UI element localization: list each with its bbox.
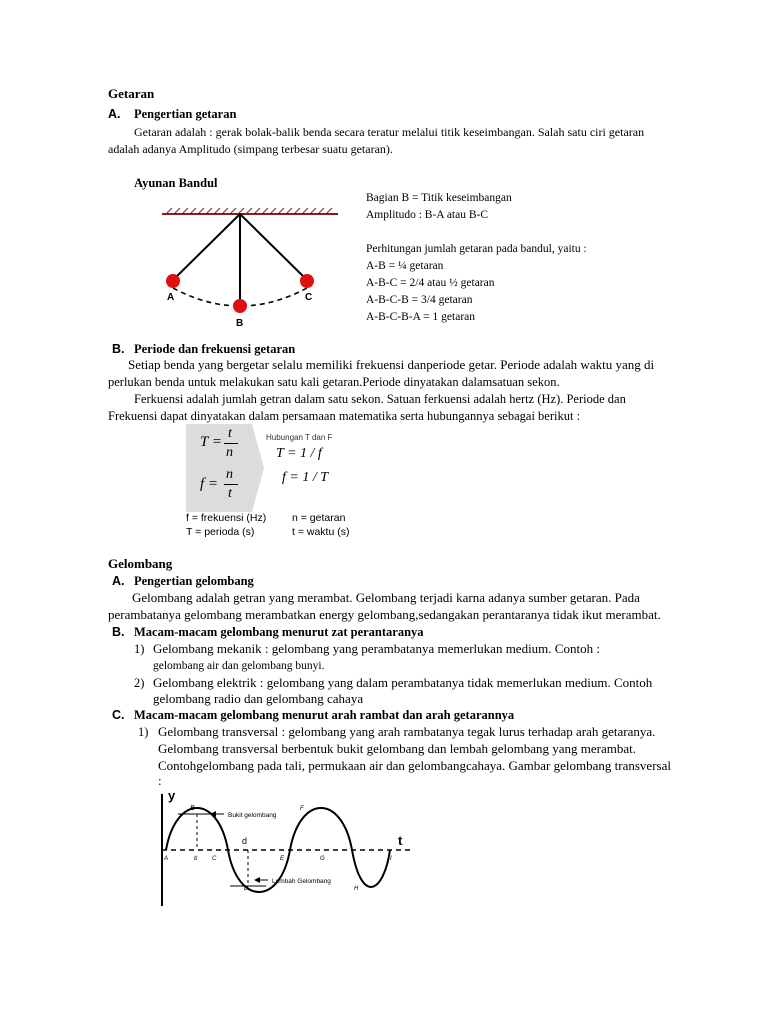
point-b-crest: B xyxy=(190,805,195,812)
list-item-elektrik-line1: Gelombang elektrik : gelombang yang dalam perambatanya tidak memerlukan medium. Contoh xyxy=(153,675,653,690)
list-item-mekanik-line2: gelombang air dan gelombang bunyi. xyxy=(153,660,325,672)
bandul-info-line: A-B-C-B-A = 1 getaran xyxy=(366,311,476,323)
bandul-info-line: Bagian B = Titik keseimbangan xyxy=(366,192,512,204)
lembah-label: Lembah Gelombang xyxy=(272,878,331,885)
bandul-info-line: A-B-C = 2/4 atau ½ getaran xyxy=(366,277,495,289)
list-item-mekanik-line1: Gelombang mekanik : gelombang yang perambatanya memerlukan medium. Contoh : xyxy=(153,641,600,656)
subheading-pengertian-gelombang: Pengertian gelombang xyxy=(134,574,254,588)
paragraph-transversal-line1: Gelombang transversal : gelombang yang arah rambatanya tegak lurus terhadap arah getaranya. xyxy=(158,724,656,739)
subheading-zat-perantara: Macam-macam gelombang menurut zat perantaranya xyxy=(134,625,424,639)
paragraph-transversal-line4: : xyxy=(158,773,162,788)
point-c: C xyxy=(212,856,217,862)
marker-b: B. xyxy=(112,625,125,639)
subheading-periode-frekuensi: Periode dan frekuensi getaran xyxy=(134,342,296,356)
paragraph-periode-line3: Ferkuensi adalah jumlah getran dalam satu sekon. Satuan ferkuensi adalah hertz (Hz). Periode dan xyxy=(134,392,626,406)
point-b-small: b xyxy=(194,856,198,862)
section-heading-getaran: Getaran xyxy=(108,86,155,101)
paragraph-getaran-line1: Getaran adalah : gerak bolak-balik benda secara teratur melalui titik keseimbangan. Salah satu ciri getaran xyxy=(134,125,645,139)
paragraph-periode-line4: Frekuensi dapat dinyatakan dalam persamaan matematika serta hubungannya sebagai berikut : xyxy=(108,409,581,423)
subheading-arah-rambat: Macam-macam gelombang menurut arah rambat dan arah getarannya xyxy=(134,708,515,722)
marker-a: A. xyxy=(112,574,125,588)
point-f: F xyxy=(300,806,304,812)
bandul-info-line: A-B = ¼ getaran xyxy=(366,260,444,272)
section-heading-gelombang: Gelombang xyxy=(108,556,173,571)
fraction-bar xyxy=(224,484,238,485)
subheading-pengertian-getaran: Pengertian getaran xyxy=(134,107,237,121)
bandul-info-line: Amplitudo : B-A atau B-C xyxy=(366,209,489,221)
point-h: H xyxy=(354,886,359,892)
list-number: 2) xyxy=(134,676,145,690)
formula-t-num: t xyxy=(228,426,232,441)
transverse-wave-diagram xyxy=(156,784,416,909)
pendulum-string-a xyxy=(173,214,240,280)
point-a: A xyxy=(164,856,169,862)
formula-f-den: t xyxy=(228,486,232,501)
point-d-trough: D xyxy=(244,886,249,892)
point-e: E xyxy=(280,856,285,862)
point-d-small: d xyxy=(242,836,248,846)
paragraph-periode-line1: Setiap benda yang bergetar selalu memiliki frekuensi danperiode getar. Periode adalah waktu yang di xyxy=(128,357,655,372)
formula-t-den: n xyxy=(226,445,233,460)
bob-a xyxy=(166,274,180,288)
fraction-bar xyxy=(224,443,238,444)
legend-getaran: n = getaran xyxy=(292,512,346,524)
list-number: 1) xyxy=(134,642,145,656)
point-g: G xyxy=(320,856,325,862)
bandul-info xyxy=(366,190,587,326)
bob-c xyxy=(300,274,314,288)
bob-b xyxy=(233,299,247,313)
pendulum-diagram xyxy=(152,202,352,332)
label-a: A xyxy=(167,292,175,303)
formula-f-lhs: f = xyxy=(200,476,219,492)
marker-b: B. xyxy=(112,342,125,356)
y-label: y xyxy=(168,788,176,803)
t-label: t xyxy=(398,833,403,848)
pendulum-string-c xyxy=(240,214,307,280)
subheading-ayunan-bandul: Ayunan Bandul xyxy=(134,176,218,190)
bandul-info-line xyxy=(366,224,587,241)
paragraph-getaran-line2: adalah adanya Amplitudo (simpang terbesar suatu getaran). xyxy=(108,142,393,156)
paragraph-transversal-line3: Contohgelombang pada tali, permukaan air dan gelombangcahaya. Gambar gelombang transversal xyxy=(158,758,671,773)
legend-perioda: T = perioda (s) xyxy=(186,526,255,538)
list-number: 1) xyxy=(138,725,149,739)
legend-waktu: t = waktu (s) xyxy=(292,526,350,538)
list-item-elektrik-line2: gelombang radio dan gelombang cahaya xyxy=(153,691,364,706)
bandul-info-line: Perhitungan jumlah getaran pada bandul, yaitu : xyxy=(366,243,587,255)
label-b: B xyxy=(236,318,244,329)
formula-hub-title: Hubungan T dan F xyxy=(266,433,333,442)
marker-c: C. xyxy=(112,708,125,722)
paragraph-gelombang-line1: Gelombang adalah getran yang merambat. Gelombang terjadi karna adanya sumber getaran. Pada xyxy=(132,590,640,605)
marker-a: A. xyxy=(108,107,121,121)
bukit-label: Bukit gelombang xyxy=(228,812,277,819)
paragraph-transversal-line2: Gelombang transversal berbentuk bukit gelombang dan lembah gelombang yang merambat. xyxy=(158,741,636,756)
label-c: C xyxy=(305,292,313,303)
formula-t-lhs: T = xyxy=(200,434,222,450)
paragraph-periode-line2: perlukan benda untuk melakukan satu kali getaran.Periode dinyatakan dalamsatuan sekon. xyxy=(108,375,560,389)
formula-rel1: T = 1 / f xyxy=(276,446,322,461)
bandul-info-line: A-B-C-B = 3/4 getaran xyxy=(366,294,473,306)
formula-f-num: n xyxy=(226,467,233,482)
legend-frekuensi: f = frekuensi (Hz) xyxy=(186,512,267,524)
formula-rel2: f = 1 / T xyxy=(282,470,329,485)
point-i: I xyxy=(390,856,392,862)
formula-box xyxy=(186,424,356,542)
paragraph-gelombang-line2: perambatanya gelombang merambatkan energy gelombang,sedangakan perantaranya tidak ikut merambat. xyxy=(108,607,661,622)
